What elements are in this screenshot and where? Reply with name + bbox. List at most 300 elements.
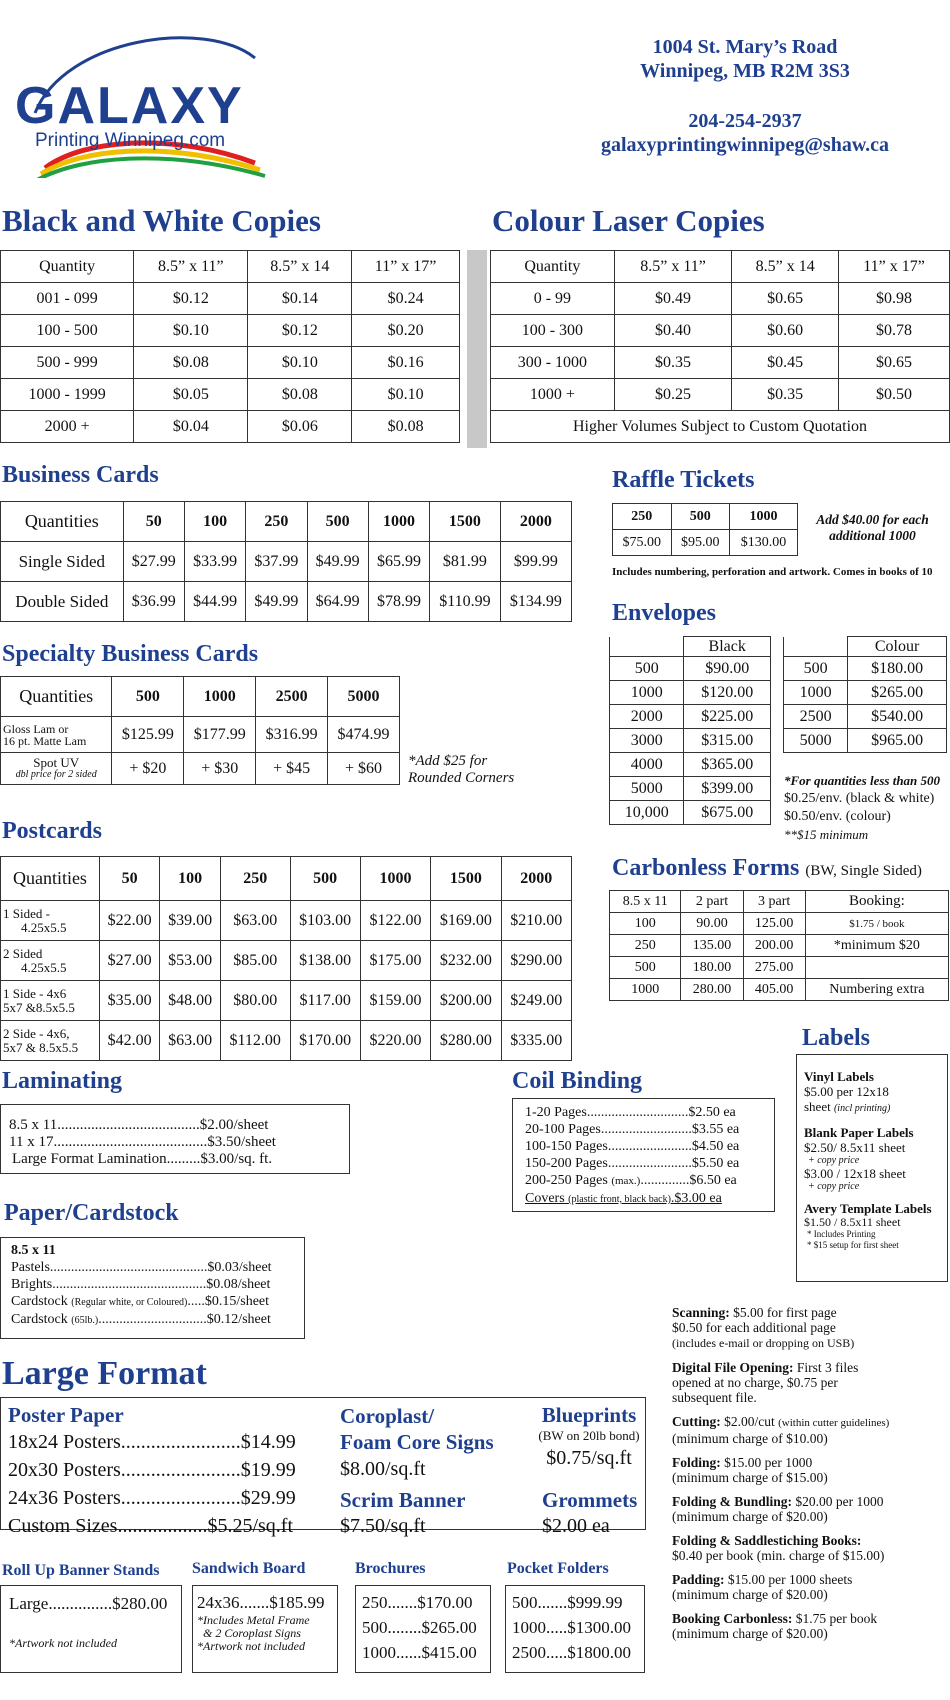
business-cell: $134.99 <box>500 582 571 622</box>
service-text: $20.00 per 1000 <box>795 1494 884 1509</box>
paper-item-note: (Regular white, or Coloured) <box>71 1297 188 1308</box>
labels-line: sheet <box>804 1099 831 1114</box>
bw-header: 11” x 17” <box>352 251 460 283</box>
raffle-title: Raffle Tickets <box>612 467 755 493</box>
envelopes-note-line: $0.25/env. (black & white) <box>784 791 935 806</box>
business-header: 1000 <box>368 502 429 542</box>
carbonless-cell: Numbering extra <box>805 979 948 1001</box>
paper-item: .....$0.15/sheet <box>187 1294 270 1309</box>
specialty-cell: $125.99 <box>112 717 184 753</box>
bw-header: 8.5” x 14 <box>248 251 352 283</box>
postcards-title: Postcards <box>2 818 102 844</box>
service-text: (minimum charge of $10.00) <box>672 1431 828 1446</box>
colour-header: 11” x 17” <box>839 251 950 283</box>
bw-cell: $0.20 <box>352 315 460 347</box>
colour-cell: $0.40 <box>614 315 732 347</box>
business-cell: $65.99 <box>368 542 429 582</box>
carbonless-cell: 180.00 <box>681 957 743 979</box>
colour-cell: $0.65 <box>839 347 950 379</box>
service-text: $1.75 per book <box>795 1611 878 1626</box>
postcards-cell: $335.00 <box>501 1021 571 1061</box>
bw-cell: $0.16 <box>352 347 460 379</box>
raffle-table <box>612 503 798 556</box>
specialty-label: 16 pt. Matte Lam <box>3 733 87 748</box>
divider-bar <box>467 250 487 448</box>
rollup-box <box>0 1585 182 1673</box>
labels-blank-title: Blank Paper Labels <box>804 1125 914 1140</box>
service-item <box>672 1360 948 1405</box>
carbonless-cell <box>805 957 948 979</box>
business-cell: $49.99 <box>307 542 368 582</box>
brochures-item: 250.......$170.00 <box>362 1593 473 1612</box>
coil-item: ..............$6.50 ea <box>640 1173 737 1188</box>
service-text: (minimum charge of $20.00) <box>672 1626 828 1641</box>
coro-title <box>340 1403 494 1455</box>
service-title: Cutting: <box>672 1414 721 1429</box>
business-header: 100 <box>184 502 245 542</box>
specialty-cell: + $20 <box>112 753 184 785</box>
coil-item: 150-200 Pages........................$5.50 ea <box>525 1156 740 1171</box>
labels-note: (incl printing) <box>833 1103 891 1114</box>
colour-table <box>490 250 950 443</box>
service-title: Folding & Bundling: <box>672 1494 793 1509</box>
business-table <box>0 501 572 622</box>
grommets-title: Grommets <box>542 1488 638 1512</box>
envelopes-cell: $120.00 <box>684 681 771 705</box>
carbonless-title-text: Carbonless Forms <box>612 855 800 881</box>
bw-cell: $0.10 <box>248 347 352 379</box>
specialty-header: 1000 <box>184 677 256 717</box>
paper-item: Brights............................................$0.08/sheet <box>11 1277 271 1292</box>
postcards-header: Quantities <box>1 857 100 901</box>
service-title: Scanning: <box>672 1305 730 1320</box>
business-cell: $36.99 <box>123 582 184 622</box>
blueprints-block <box>535 1403 643 1472</box>
postcards-cell: $280.00 <box>431 1021 501 1061</box>
envelopes-cell: $365.00 <box>684 753 771 777</box>
colour-cell: 100 - 300 <box>491 315 615 347</box>
colour-cell: $0.50 <box>839 379 950 411</box>
postcards-label: 1 Sided - <box>3 905 50 921</box>
email[interactable]: galaxyprintingwinnipeg@shaw.ca <box>600 134 890 156</box>
envelopes-cell: 5000 <box>610 777 684 801</box>
raffle-header: 1000 <box>730 504 798 530</box>
envelopes-cell: $225.00 <box>684 705 771 729</box>
service-item <box>672 1611 948 1641</box>
postcards-label: 5x7 &8.5x5.5 <box>3 999 75 1015</box>
service-text: $15.00 per 1000 sheets <box>727 1572 853 1587</box>
postcards-cell: $80.00 <box>220 981 290 1021</box>
service-text: $15.00 per 1000 <box>724 1455 813 1470</box>
business-cell: $99.99 <box>500 542 571 582</box>
business-cell: $44.99 <box>184 582 245 622</box>
labels-line: $3.00 / 12x18 sheet <box>804 1166 906 1181</box>
bw-cell: $0.06 <box>248 411 352 443</box>
business-cell: Double Sided <box>1 582 124 622</box>
colour-cell: 1000 + <box>491 379 615 411</box>
postcards-cell: $22.00 <box>99 901 159 941</box>
bw-title: Black and White Copies <box>2 203 321 238</box>
sandwich-note: *Artwork not included <box>197 1639 305 1653</box>
postcards-cell: $232.00 <box>431 941 501 981</box>
services-list <box>672 1305 948 1650</box>
colour-cell: $0.35 <box>614 347 732 379</box>
postcards-label: 4.25x5.5 <box>21 959 67 975</box>
bw-cell: $0.10 <box>352 379 460 411</box>
colour-cell: $0.60 <box>732 315 839 347</box>
business-cell: Single Sided <box>1 542 124 582</box>
labels-line: $1.50 / 8.5x11 sheet <box>804 1215 901 1229</box>
postcards-label: 4.25x5.5 <box>21 919 67 935</box>
business-cell: $37.99 <box>246 542 307 582</box>
labels-note: + copy price <box>808 1155 860 1166</box>
business-header: Quantities <box>1 502 124 542</box>
carbonless-cell: 1000 <box>610 979 681 1001</box>
envelopes-title: Envelopes <box>612 600 717 626</box>
sandwich-note: & 2 Coroplast Signs <box>203 1626 301 1640</box>
service-text: (minimum charge of $20.00) <box>672 1509 828 1524</box>
labels-line: $2.50/ 8.5x11 sheet <box>804 1140 906 1155</box>
raffle-header: 500 <box>671 504 730 530</box>
rollup-title: Roll Up Banner Stands <box>2 1562 160 1579</box>
coil-item: .$3.00 ea <box>670 1191 722 1206</box>
postcards-cell: $117.00 <box>290 981 360 1021</box>
labels-avery-title: Avery Template Labels <box>804 1201 932 1216</box>
postcards-header: 500 <box>290 857 360 901</box>
carbonless-header: 2 part <box>681 891 743 913</box>
bw-cell: $0.12 <box>134 283 248 315</box>
folders-title: Pocket Folders <box>507 1560 609 1577</box>
service-title: Folding & Saddlestiching Books: <box>672 1533 862 1548</box>
envelopes-note-line: **$15 minimum <box>784 827 869 842</box>
envelopes-cell: $965.00 <box>848 729 947 753</box>
brochures-box <box>355 1585 491 1673</box>
envelopes-note-title: *For quantities less than 500 <box>784 773 941 788</box>
bw-header: 8.5” x 11” <box>134 251 248 283</box>
specialty-note-2: Rounded Corners <box>408 770 515 786</box>
envelopes-cell: 1000 <box>784 681 848 705</box>
carbonless-cell: 200.00 <box>743 935 805 957</box>
bw-cell: $0.08 <box>134 347 248 379</box>
contact-block <box>560 35 930 157</box>
specialty-cell: + $45 <box>256 753 328 785</box>
service-item <box>672 1572 948 1602</box>
postcards-cell: $85.00 <box>220 941 290 981</box>
service-title: Digital File Opening: <box>672 1360 794 1375</box>
business-title: Business Cards <box>2 462 159 488</box>
envelopes-cell: 10,000 <box>610 801 684 825</box>
bw-cell: 500 - 999 <box>1 347 134 379</box>
bw-table <box>0 250 460 443</box>
labels-note: * Includes Printing <box>807 1229 876 1239</box>
bw-cell: 2000 + <box>1 411 134 443</box>
envelopes-header: Black <box>684 637 771 657</box>
brochures-title: Brochures <box>355 1560 426 1577</box>
service-text: $2.00/cut <box>724 1414 775 1429</box>
raffle-price: $75.00 <box>613 530 672 556</box>
specialty-cell: $474.99 <box>328 717 400 753</box>
coro-title-line: Coroplast/ <box>340 1404 435 1428</box>
business-header: 250 <box>246 502 307 542</box>
specialty-label: Spot UV <box>33 754 80 770</box>
labels-note: + copy price <box>808 1181 860 1192</box>
service-text: opened at no charge, $0.75 per <box>672 1375 838 1390</box>
address-line-2: Winnipeg, MB R2M 3S3 <box>640 60 850 82</box>
laminating-item: 8.5 x 11......................................$2.00/sheet <box>9 1117 269 1133</box>
coil-item: 20-100 Pages..........................$3.55 ea <box>525 1122 740 1137</box>
colour-header: 8.5” x 14 <box>732 251 839 283</box>
envelopes-cell: 5000 <box>784 729 848 753</box>
coil-item: 200-250 Pages <box>525 1173 608 1188</box>
postcards-cell: $249.00 <box>501 981 571 1021</box>
paper-title: Paper/Cardstock <box>4 1200 179 1226</box>
colour-title: Colour Laser Copies <box>492 203 765 238</box>
envelopes-cell: $180.00 <box>848 657 947 681</box>
postcards-cell: $27.00 <box>99 941 159 981</box>
carbonless-cell: 125.00 <box>743 913 805 935</box>
envelopes-cell: 2500 <box>784 705 848 729</box>
sandwich-item: 24x36.......$185.99 <box>197 1593 325 1612</box>
service-item <box>672 1494 948 1524</box>
postcards-label: 5x7 & 8.5x5.5 <box>3 1039 79 1055</box>
blueprints-title: Blueprints <box>541 1403 637 1427</box>
carbonless-cell: 405.00 <box>743 979 805 1001</box>
labels-line: $5.00 per 12x18 <box>804 1084 889 1099</box>
colour-cell: $0.35 <box>732 379 839 411</box>
envelopes-cell: $90.00 <box>684 657 771 681</box>
postcards-cell: $220.00 <box>360 1021 430 1061</box>
postcards-cell: $170.00 <box>290 1021 360 1061</box>
service-text: subsequent file. <box>672 1390 757 1405</box>
raffle-note: Add $40.00 for each additional 1000 <box>816 512 929 543</box>
business-cell: $64.99 <box>307 582 368 622</box>
coil-item: Covers <box>525 1191 565 1206</box>
business-cell: $33.99 <box>184 542 245 582</box>
envelopes-cell: $540.00 <box>848 705 947 729</box>
postcards-label: 2 Sided <box>3 945 43 961</box>
poster-title: Poster Paper <box>8 1403 124 1427</box>
labels-box <box>796 1054 948 1282</box>
carbonless-cell: $1.75 / book <box>805 913 948 935</box>
specialty-cell: + $30 <box>184 753 256 785</box>
sandwich-box <box>192 1585 338 1673</box>
posters-list <box>8 1428 296 1540</box>
postcards-table <box>0 856 572 1061</box>
sandwich-note: *Includes Metal Frame <box>197 1613 310 1627</box>
raffle-header: 250 <box>613 504 672 530</box>
envelopes-cell: $315.00 <box>684 729 771 753</box>
paper-sub: 8.5 x 11 <box>11 1243 56 1258</box>
rollup-item: Large...............$280.00 <box>9 1594 168 1613</box>
colour-cell: $0.65 <box>732 283 839 315</box>
scrim-price: $7.50/sq.ft <box>340 1515 426 1537</box>
colour-cell: $0.98 <box>839 283 950 315</box>
carbonless-cell: 275.00 <box>743 957 805 979</box>
laminating-title: Laminating <box>2 1068 123 1094</box>
service-text: (minimum charge of $20.00) <box>672 1587 828 1602</box>
poster-item: 20x30 Posters........................$19.99 <box>8 1459 296 1481</box>
envelopes-cell: 2000 <box>610 705 684 729</box>
colour-cell: $0.45 <box>732 347 839 379</box>
paper-item-note: (65lb.) <box>71 1315 99 1326</box>
carbonless-cell: 135.00 <box>681 935 743 957</box>
labels-note: * $15 setup for first sheet <box>807 1240 899 1250</box>
laminating-box <box>0 1104 350 1174</box>
service-title: Padding: <box>672 1572 725 1587</box>
postcards-cell: $39.00 <box>160 901 220 941</box>
postcards-cell: $63.00 <box>160 1021 220 1061</box>
postcards-cell: $35.00 <box>99 981 159 1021</box>
specialty-label: Gloss Lam or <box>3 721 69 736</box>
envelopes-cell: $399.00 <box>684 777 771 801</box>
service-item <box>672 1305 948 1351</box>
paper-box <box>0 1237 305 1339</box>
brochures-item: 1000......$415.00 <box>362 1643 477 1662</box>
paper-item: Cardstock <box>11 1312 68 1327</box>
service-item <box>672 1414 948 1446</box>
poster-item: Custom Sizes..................$5.25/sq.ft <box>8 1515 294 1537</box>
blueprints-price: $0.75/sq.ft <box>546 1447 632 1469</box>
business-cell: $110.99 <box>430 582 501 622</box>
business-cell: $78.99 <box>368 582 429 622</box>
blueprints-sub: (BW on 20lb bond) <box>538 1428 640 1443</box>
carbonless-subtitle: (BW, Single Sided) <box>805 863 922 879</box>
carbonless-cell: 100 <box>610 913 681 935</box>
sandwich-title: Sandwich Board <box>192 1560 306 1577</box>
postcards-cell: $42.00 <box>99 1021 159 1061</box>
service-text: (includes e-mail or dropping on USB) <box>672 1336 855 1350</box>
specialty-header: 2500 <box>256 677 328 717</box>
labels-title: Labels <box>802 1025 871 1051</box>
carbonless-cell: 90.00 <box>681 913 743 935</box>
envelopes-cell: 500 <box>610 657 684 681</box>
grommets-price: $2.00 ea <box>542 1515 610 1537</box>
postcards-header: 1500 <box>431 857 501 901</box>
bw-cell: $0.08 <box>352 411 460 443</box>
address-line-1: 1004 St. Mary’s Road <box>652 36 838 58</box>
logo <box>5 18 275 178</box>
carbonless-header: Booking: <box>805 891 948 913</box>
envelopes-cell: 4000 <box>610 753 684 777</box>
envelopes-black-table <box>609 636 771 825</box>
postcards-header: 50 <box>99 857 159 901</box>
bw-cell: 1000 - 1999 <box>1 379 134 411</box>
coil-title: Coil Binding <box>512 1068 643 1094</box>
laminating-item: Large Format Lamination.........$3.00/sq. ft. <box>12 1151 273 1167</box>
specialty-cell: $316.99 <box>256 717 328 753</box>
specialty-note-1: *Add $25 for <box>408 753 488 769</box>
business-header: 2000 <box>500 502 571 542</box>
envelopes-note <box>784 772 940 844</box>
carbonless-header: 3 part <box>743 891 805 913</box>
scrim-title: Scrim Banner <box>340 1488 466 1512</box>
coil-item-note: (plastic front, black back) <box>568 1194 671 1205</box>
labels-vinyl-title: Vinyl Labels <box>804 1069 874 1084</box>
colour-header: Quantity <box>491 251 615 283</box>
postcards-cell: $122.00 <box>360 901 430 941</box>
folders-box <box>505 1585 645 1673</box>
postcards-header: 1000 <box>360 857 430 901</box>
postcards-cell: $103.00 <box>290 901 360 941</box>
poster-item: 24x36 Posters........................$29.99 <box>8 1487 296 1509</box>
carbonless-table <box>609 890 949 1001</box>
business-header: 1500 <box>430 502 501 542</box>
coil-item: 100-150 Pages........................$4.50 ea <box>525 1139 740 1154</box>
service-item <box>672 1533 948 1563</box>
bw-cell: 001 - 099 <box>1 283 134 315</box>
service-item <box>672 1455 948 1485</box>
envelopes-cell: $265.00 <box>848 681 947 705</box>
specialty-cell: $177.99 <box>184 717 256 753</box>
postcards-label: 2 Side - 4x6, <box>3 1025 70 1041</box>
specialty-header: 5000 <box>328 677 400 717</box>
coro-price: $8.00/sq.ft <box>340 1458 426 1480</box>
postcards-cell: $169.00 <box>431 901 501 941</box>
paper-item: ...............................$0.12/sheet <box>98 1312 271 1327</box>
colour-cell: 300 - 1000 <box>491 347 615 379</box>
business-header: 50 <box>123 502 184 542</box>
postcards-header: 2000 <box>501 857 571 901</box>
specialty-title: Specialty Business Cards <box>2 641 259 667</box>
specialty-cell: + $60 <box>328 753 400 785</box>
coil-item-note: (max.) <box>611 1175 641 1187</box>
service-text: $0.50 for each additional page <box>672 1320 836 1335</box>
carbonless-cell: 500 <box>610 957 681 979</box>
postcards-cell: $175.00 <box>360 941 430 981</box>
carbonless-cell: *minimum $20 <box>805 935 948 957</box>
postcards-cell: $63.00 <box>220 901 290 941</box>
poster-item: 18x24 Posters........................$14.99 <box>8 1431 296 1453</box>
phone: 204-254-2937 <box>688 110 802 132</box>
service-text: (minimum charge of $15.00) <box>672 1470 828 1485</box>
logo-sub: Printing Winnipeg.com <box>35 130 226 151</box>
envelopes-cell: 500 <box>784 657 848 681</box>
envelopes-header: Colour <box>848 637 947 657</box>
raffle-footer: Includes numbering, perforation and artwork. Comes in books of 10 <box>612 566 933 578</box>
service-text: $5.00 for first page <box>733 1305 837 1320</box>
logo-name: GALAXY <box>15 77 244 135</box>
paper-item: Pastels.............................................$0.03/sheet <box>11 1260 272 1275</box>
service-text: First 3 files <box>796 1360 859 1375</box>
colour-cell: 0 - 99 <box>491 283 615 315</box>
folders-item: 2500.....$1800.00 <box>512 1643 631 1662</box>
bw-cell: $0.24 <box>352 283 460 315</box>
bw-cell: $0.05 <box>134 379 248 411</box>
specialty-table <box>0 676 400 785</box>
bw-cell: 100 - 500 <box>1 315 134 347</box>
postcards-cell: $159.00 <box>360 981 430 1021</box>
carbonless-cell: 280.00 <box>681 979 743 1001</box>
postcards-cell: $138.00 <box>290 941 360 981</box>
service-note: (within cutter guidelines) <box>778 1417 890 1429</box>
postcards-header: 250 <box>220 857 290 901</box>
specialty-label: dbl price for 2 sided <box>15 768 97 780</box>
postcards-cell: $53.00 <box>160 941 220 981</box>
coro-title-line: Foam Core Signs <box>340 1430 494 1454</box>
specialty-note <box>408 753 514 787</box>
postcards-label: 1 Side - 4x6 <box>3 985 67 1001</box>
service-title: Booking Carbonless: <box>672 1611 793 1626</box>
postcards-cell: $290.00 <box>501 941 571 981</box>
laminating-item: 11 x 17.........................................$3.50/sheet <box>9 1134 276 1150</box>
postcards-cell: $48.00 <box>160 981 220 1021</box>
envelopes-colour-table <box>783 636 947 753</box>
rollup-note: *Artwork not included <box>9 1636 117 1650</box>
colour-note: Higher Volumes Subject to Custom Quotation <box>491 411 950 443</box>
specialty-header: Quantities <box>1 677 112 717</box>
colour-header: 8.5” x 11” <box>614 251 732 283</box>
paper-item: Cardstock <box>11 1294 68 1309</box>
